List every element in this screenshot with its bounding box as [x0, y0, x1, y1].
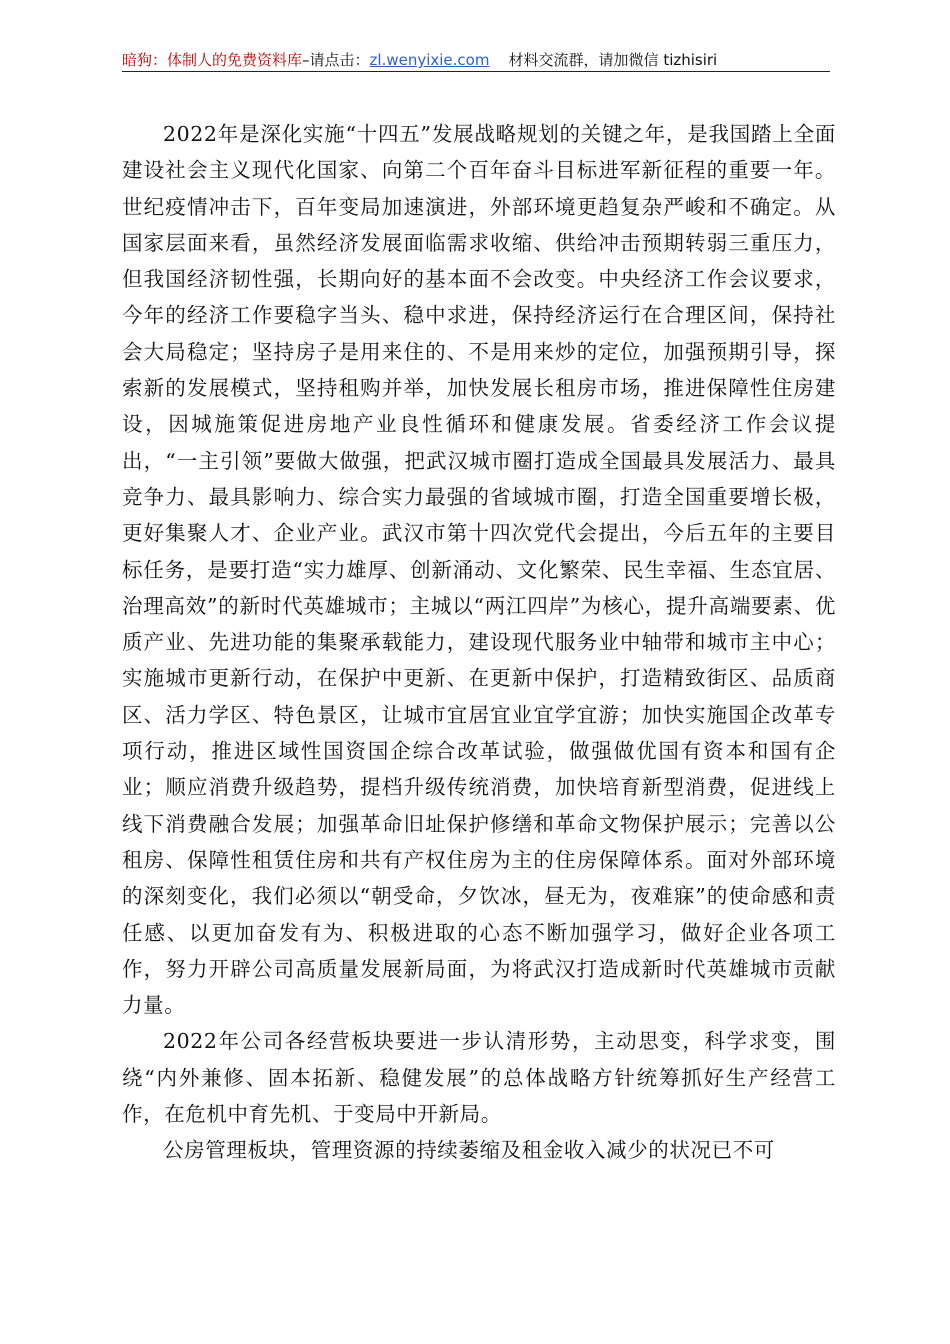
- document-body: [122, 116, 836, 1169]
- header-note: 材料交流群，请加微信 tizhisiri: [508, 51, 718, 69]
- paragraph: 公房管理板块，管理资源的持续萎缩及租金收入减少的状况已不可: [163, 1138, 775, 1163]
- page-header: [122, 48, 830, 72]
- header-link[interactable]: zl.wenyixie.com: [369, 51, 490, 69]
- header-prompt: –请点击：: [302, 51, 370, 69]
- paragraph: 2022年公司各经营板块要进一步认清形势，主动思变，科学求变，围绕“内外兼修、固本拓新、稳健发展”的总体战略方针统筹抓好生产经营工作，在危机中育先机、于变局中开新局。: [122, 1029, 836, 1127]
- paragraph: 2022年是深化实施“十四五”发展战略规划的关键之年，是我国踏上全面建设社会主义现代化国家、向第二个百年奋斗目标进军新征程的重要一年。世纪疫情冲击下，百年变局加速演进，外部环境更趋复杂严峻和不确定。从国家层面来看，虽然经济发展面临需求收缩、供给冲击预期转弱三重压力，但我国经济韧性强，长期向好的基本面不会改变。中央经济工作会议要求，今年的经济工作要稳字当头、稳中求进，保持经济运行在合理区间，保持社会大局稳定；坚持房子是用来住的、不是用来炒的定位，加强预期引导，探索新的发展模式，坚持租购并举，加快发展长租房市场，推进保障性住房建设，因城施策促进房地产业良性循环和健康发展。省委经济工作会议提出，“一主引领”要做大做强，把武汉城市圈打造成全国最具发展活力、最具竞争力、最具影响力、综合实力最强的省域城市圈，打造全国重要增长极，更好集聚人才、企业产业。武汉市第十四次党代会提出，今后五年的主要目标任务，是要打造“实力雄厚、创新涌动、文化繁荣、民生幸福、生态宜居、治理高效”的新时代英雄城市；主城以“两江四岸”为核心，提升高端要素、优质产业、先进功能的集聚承载能力，建设现代服务业中轴带和城市主中心；实施城市更新行动，在保护中更新、在更新中保护，打造精致街区、品质商区、活力学区、特色景区，让城市宜居宜业宜学宜游；加快实施国企改革专项行动，推进区域性国资国企综合改革试验，做强做优国有资本和国有企业；顺应消费升级趋势，提档升级传统消费，加快培育新型消费，促进线上线下消费融合发展；加强革命旧址保护修缮和革命文物保护展示；完善以公租房、保障性租赁住房和共有产权住房为主的住房保障体系。面对外部环境的深刻变化，我们必须以“朝受命，夕饮冰，昼无为，夜难寐”的使命感和责任感、以更加奋发有为、积极进取的心态不断加强学习，做好企业各项工作，努力开辟公司高质量发展新局面，为将武汉打造成新时代英雄城市贡献力量。: [122, 122, 836, 1018]
- header-divider: [122, 71, 830, 72]
- header-brand: 暗狗：体制人的免费资料库: [122, 51, 303, 69]
